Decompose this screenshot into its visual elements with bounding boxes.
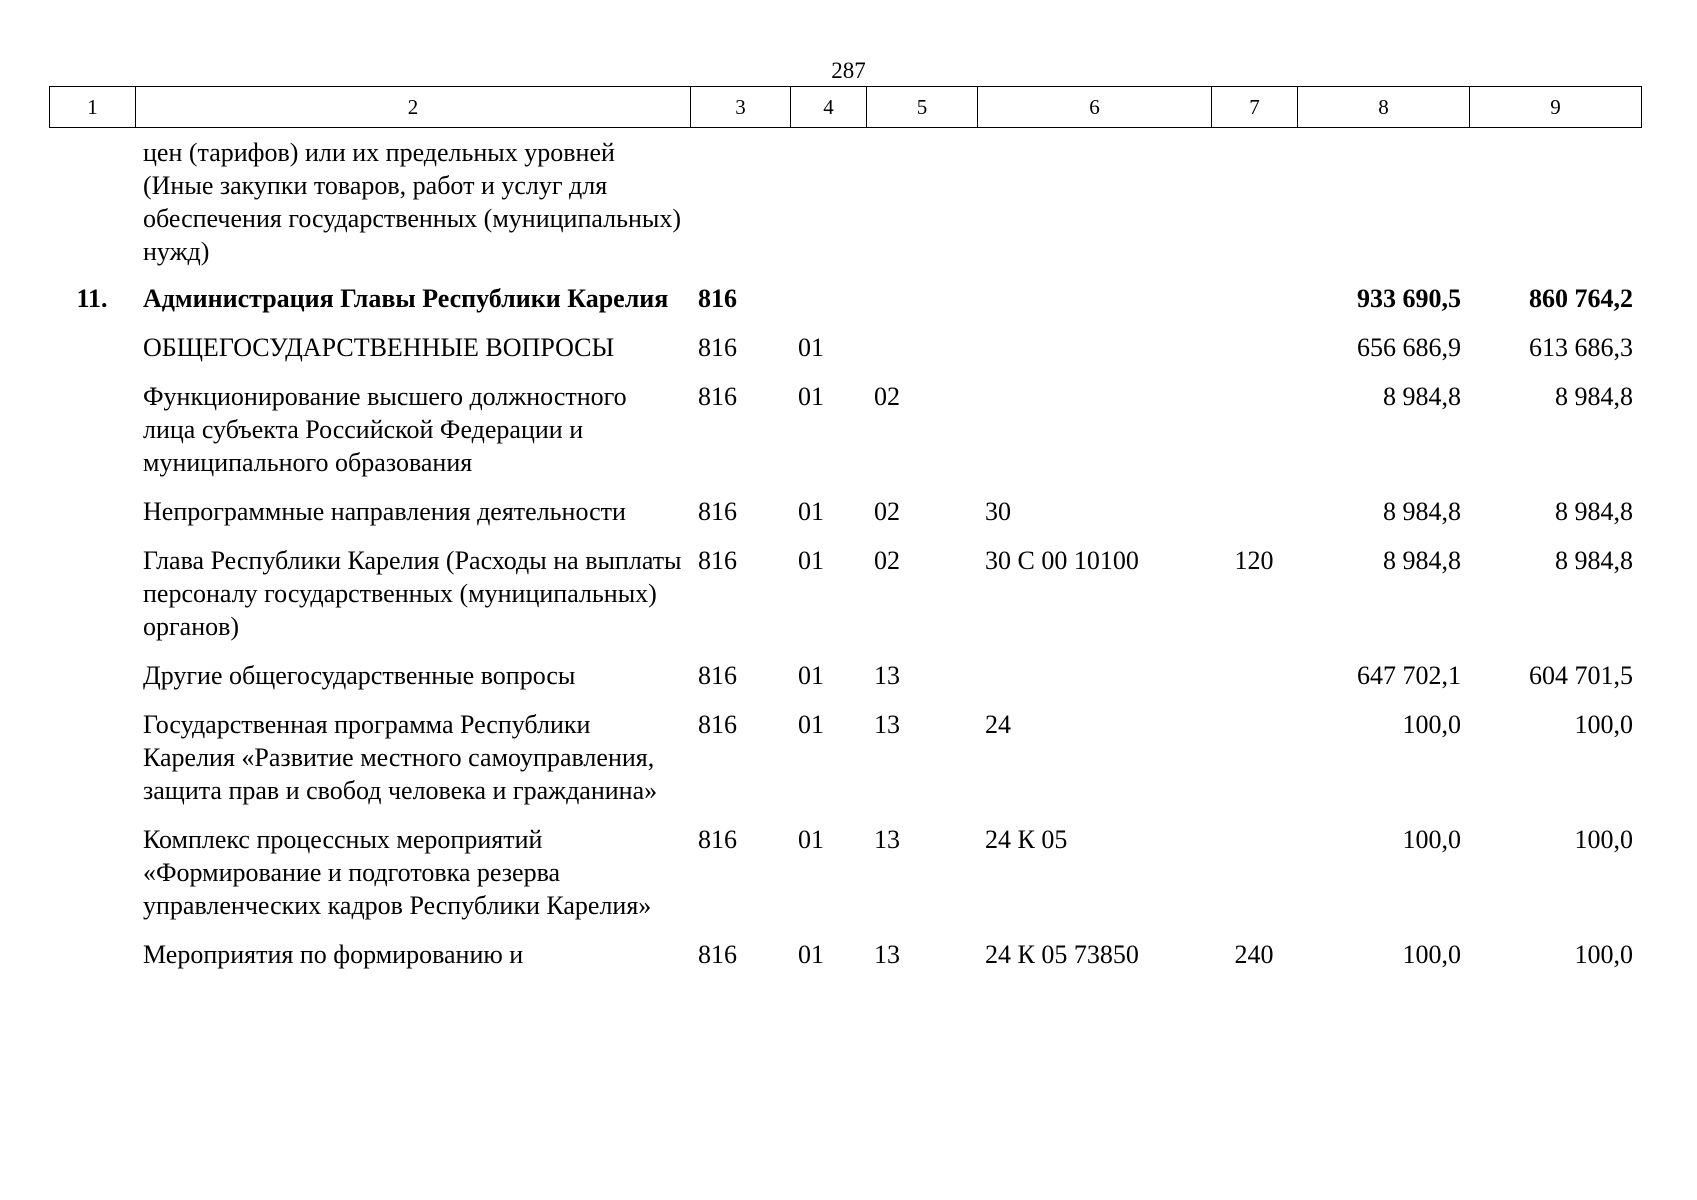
header-row [50,87,1642,128]
cell-ministry-code: 816 [698,710,737,739]
header-cell-1: 1 [50,87,136,128]
row-name: ОБЩЕГОСУДАРСТВЕННЫЕ ВОПРОСЫ [143,333,615,362]
cell-expense-type [1211,659,1297,708]
row-number [49,495,135,544]
row-number [49,136,135,282]
cell-target-article: 30 С 00 10100 [985,546,1139,575]
budget-table [49,136,1641,987]
cell-target-article: 24 [985,710,1011,739]
header-cell-8: 8 [1298,87,1470,128]
cell-amount-year1: 100,0 [1402,825,1461,854]
row-name: Администрация Главы Республики Карелия [143,284,669,313]
cell-section: 01 [798,661,824,690]
column-number-header [49,86,1642,128]
row-number [49,938,135,987]
row-name: Мероприятия по формированию и [143,940,524,969]
cell-subsection [866,331,977,380]
table-row [49,495,1641,544]
cell-amount-year2: 8 984,8 [1555,382,1633,411]
cell-target-article: 24 К 05 [985,825,1068,854]
cell-amount-year2: 860 764,2 [1529,284,1633,313]
cell-ministry-code: 816 [698,940,737,969]
row-name: Функционирование высшего должностного лица субъекта Российской Федерации и муниципального образования [143,382,627,477]
row-number [49,659,135,708]
cell-amount-year1: 8 984,8 [1383,546,1461,575]
cell-section: 01 [798,497,824,526]
table-row [49,136,1641,282]
cell-target-article: 30 [985,497,1011,526]
cell-ministry-code: 816 [698,333,737,362]
row-name: цен (тарифов) или их предельных уровней (Иные закупки товаров, работ и услуг для обеспечения государственных (муниципальных) нужд) [143,138,682,266]
table-row [49,331,1641,380]
cell-amount-year1: 100,0 [1402,710,1461,739]
cell-expense-type [1211,282,1297,331]
cell-amount-year2: 604 701,5 [1529,661,1633,690]
cell-amount-year1: 647 702,1 [1357,661,1461,690]
cell-amount-year2: 100,0 [1574,940,1633,969]
row-name: Непрограммные направления деятельности [143,497,626,526]
cell-section: 01 [798,382,824,411]
cell-section: 01 [798,940,824,969]
cell-expense-type [1211,380,1297,495]
header-cell-2: 2 [136,87,691,128]
cell-amount-year2: 100,0 [1574,825,1633,854]
table-row [49,380,1641,495]
cell-section [790,282,866,331]
row-name: Комплекс процессных мероприятий «Формирование и подготовка резерва управленческих кадров Республики Карелия» [143,825,652,920]
cell-subsection: 13 [874,940,900,969]
row-number [49,380,135,495]
header-cell-7: 7 [1212,87,1298,128]
cell-ministry-code: 816 [698,497,737,526]
cell-subsection: 02 [874,382,900,411]
cell-expense-type [1211,823,1297,938]
row-name: Другие общегосударственные вопросы [143,661,576,690]
cell-section: 01 [798,546,824,575]
cell-amount-year2: 613 686,3 [1529,333,1633,362]
cell-expense-type [1211,708,1297,823]
cell-section: 01 [798,710,824,739]
cell-amount-year2: 8 984,8 [1555,546,1633,575]
cell-amount-year2: 100,0 [1574,710,1633,739]
row-number [49,708,135,823]
row-number [49,331,135,380]
table-row [49,659,1641,708]
table-row [49,282,1641,331]
cell-target-article [977,659,1211,708]
cell-expense-type [1211,331,1297,380]
cell-ministry-code [690,136,790,282]
cell-ministry-code: 816 [698,382,737,411]
cell-target-article [977,380,1211,495]
header-cell-9: 9 [1470,87,1642,128]
table-row [49,823,1641,938]
cell-amount-year2 [1469,136,1641,282]
header-cell-3: 3 [691,87,791,128]
row-name: Государственная программа Республики Карелия «Развитие местного самоуправления, защита прав и свобод человека и гражданина» [143,710,658,805]
cell-amount-year1: 8 984,8 [1383,497,1461,526]
cell-ministry-code: 816 [698,661,737,690]
header-cell-5: 5 [867,87,978,128]
cell-amount-year1: 656 686,9 [1357,333,1461,362]
cell-subsection: 13 [874,825,900,854]
cell-amount-year1: 8 984,8 [1383,382,1461,411]
cell-subsection: 13 [874,710,900,739]
cell-target-article [977,136,1211,282]
cell-section [790,136,866,282]
cell-expense-type [1211,495,1297,544]
row-number [49,823,135,938]
header-cell-4: 4 [791,87,867,128]
page-number: 287 [831,58,866,83]
cell-ministry-code: 816 [698,546,737,575]
cell-subsection: 02 [874,546,900,575]
cell-expense-type [1211,136,1297,282]
header-cell-6: 6 [978,87,1212,128]
row-number [49,544,135,659]
cell-amount-year1: 933 690,5 [1357,284,1461,313]
cell-target-article: 24 К 05 73850 [985,940,1139,969]
cell-expense-type: 240 [1234,940,1274,969]
cell-section: 01 [798,825,824,854]
cell-subsection [866,136,977,282]
cell-subsection: 02 [874,497,900,526]
cell-amount-year1 [1297,136,1469,282]
table-row [49,938,1641,987]
cell-amount-year1: 100,0 [1402,940,1461,969]
row-name: Глава Республики Карелия (Расходы на выплаты персоналу государственных (муниципальных) органов) [143,546,682,641]
cell-target-article [977,282,1211,331]
cell-target-article [977,331,1211,380]
table-row [49,544,1641,659]
cell-subsection: 13 [874,661,900,690]
cell-ministry-code: 816 [698,825,737,854]
cell-ministry-code: 816 [698,284,737,313]
cell-section: 01 [798,333,824,362]
table-row [49,708,1641,823]
cell-amount-year2: 8 984,8 [1555,497,1633,526]
cell-subsection [866,282,977,331]
row-number: 11. [76,284,108,313]
cell-expense-type: 120 [1234,546,1274,575]
